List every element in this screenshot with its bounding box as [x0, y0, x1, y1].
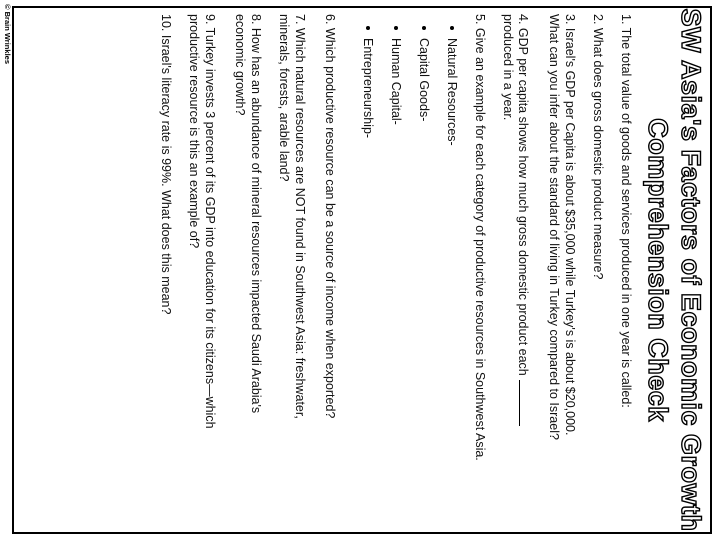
question-6: 6. Which productive resource can be a source of income when exported?	[323, 14, 337, 419]
question-5: 5. Give an example for each category of productive resources in Southwest Asia.	[473, 14, 487, 461]
bullet-icon	[394, 26, 398, 30]
answer-blank	[519, 380, 532, 426]
resource-label: Capital Goods-	[417, 38, 431, 122]
resource-label: Human Capital-	[389, 38, 403, 125]
resource-label: Natural Resources-	[445, 38, 459, 146]
question-1: 1. The total value of goods and services produced in one year is called:	[619, 14, 633, 408]
resource-item-human	[388, 26, 404, 125]
worksheet-title: SW Asia's Factors of Economic Growth	[676, 8, 706, 532]
question-8-line-2: economic growth?	[233, 14, 247, 116]
question-7-line-2: minerals, forests, arable land?	[277, 14, 291, 182]
question-4-text: 4. GDP per capita shows how much gross domestic product each	[516, 14, 530, 376]
resource-label: Entrepreneurship-	[361, 38, 375, 139]
question-7-line-1: 7. Which natural resources are NOT found in Southwest Asia: freshwater,	[293, 14, 307, 419]
question-3-line-2: What can you infer about the standard of living in Turkey compared to Israel?	[547, 14, 561, 440]
bullet-icon	[366, 26, 370, 30]
copyright-text: © Brain Wrinkles	[3, 4, 12, 64]
question-9-line-1: 9. Turkey invests 3 percent of its GDP into education for its citizens—which	[203, 14, 217, 429]
copyright-notice	[0, 0, 12, 540]
question-4-line-1	[515, 14, 532, 526]
worksheet-page	[14, 8, 710, 532]
resource-item-natural	[444, 26, 460, 146]
worksheet-subtitle: Comprehension Check	[643, 118, 673, 422]
resource-item-entrepreneurship	[360, 26, 376, 138]
question-9-line-2: productive resource is this an example of?	[187, 14, 201, 249]
question-4-line-2: produced in a year.	[501, 14, 515, 121]
resource-item-capital	[416, 26, 432, 121]
bullet-icon	[422, 26, 426, 30]
question-3-line-1: 3. Israel's GDP per Capita is about $35,000 while Turkey's is about $20,000.	[563, 14, 577, 436]
bullet-icon	[450, 26, 454, 30]
worksheet-frame	[12, 6, 712, 534]
question-10: 10. Israel's literacy rate is 99%. What does this mean?	[159, 14, 173, 315]
question-8-line-1: 8. How has an abundance of mineral resources impacted Saudi Arabia's	[249, 14, 263, 414]
question-2: 2. What does gross domestic product measure?	[591, 14, 605, 280]
